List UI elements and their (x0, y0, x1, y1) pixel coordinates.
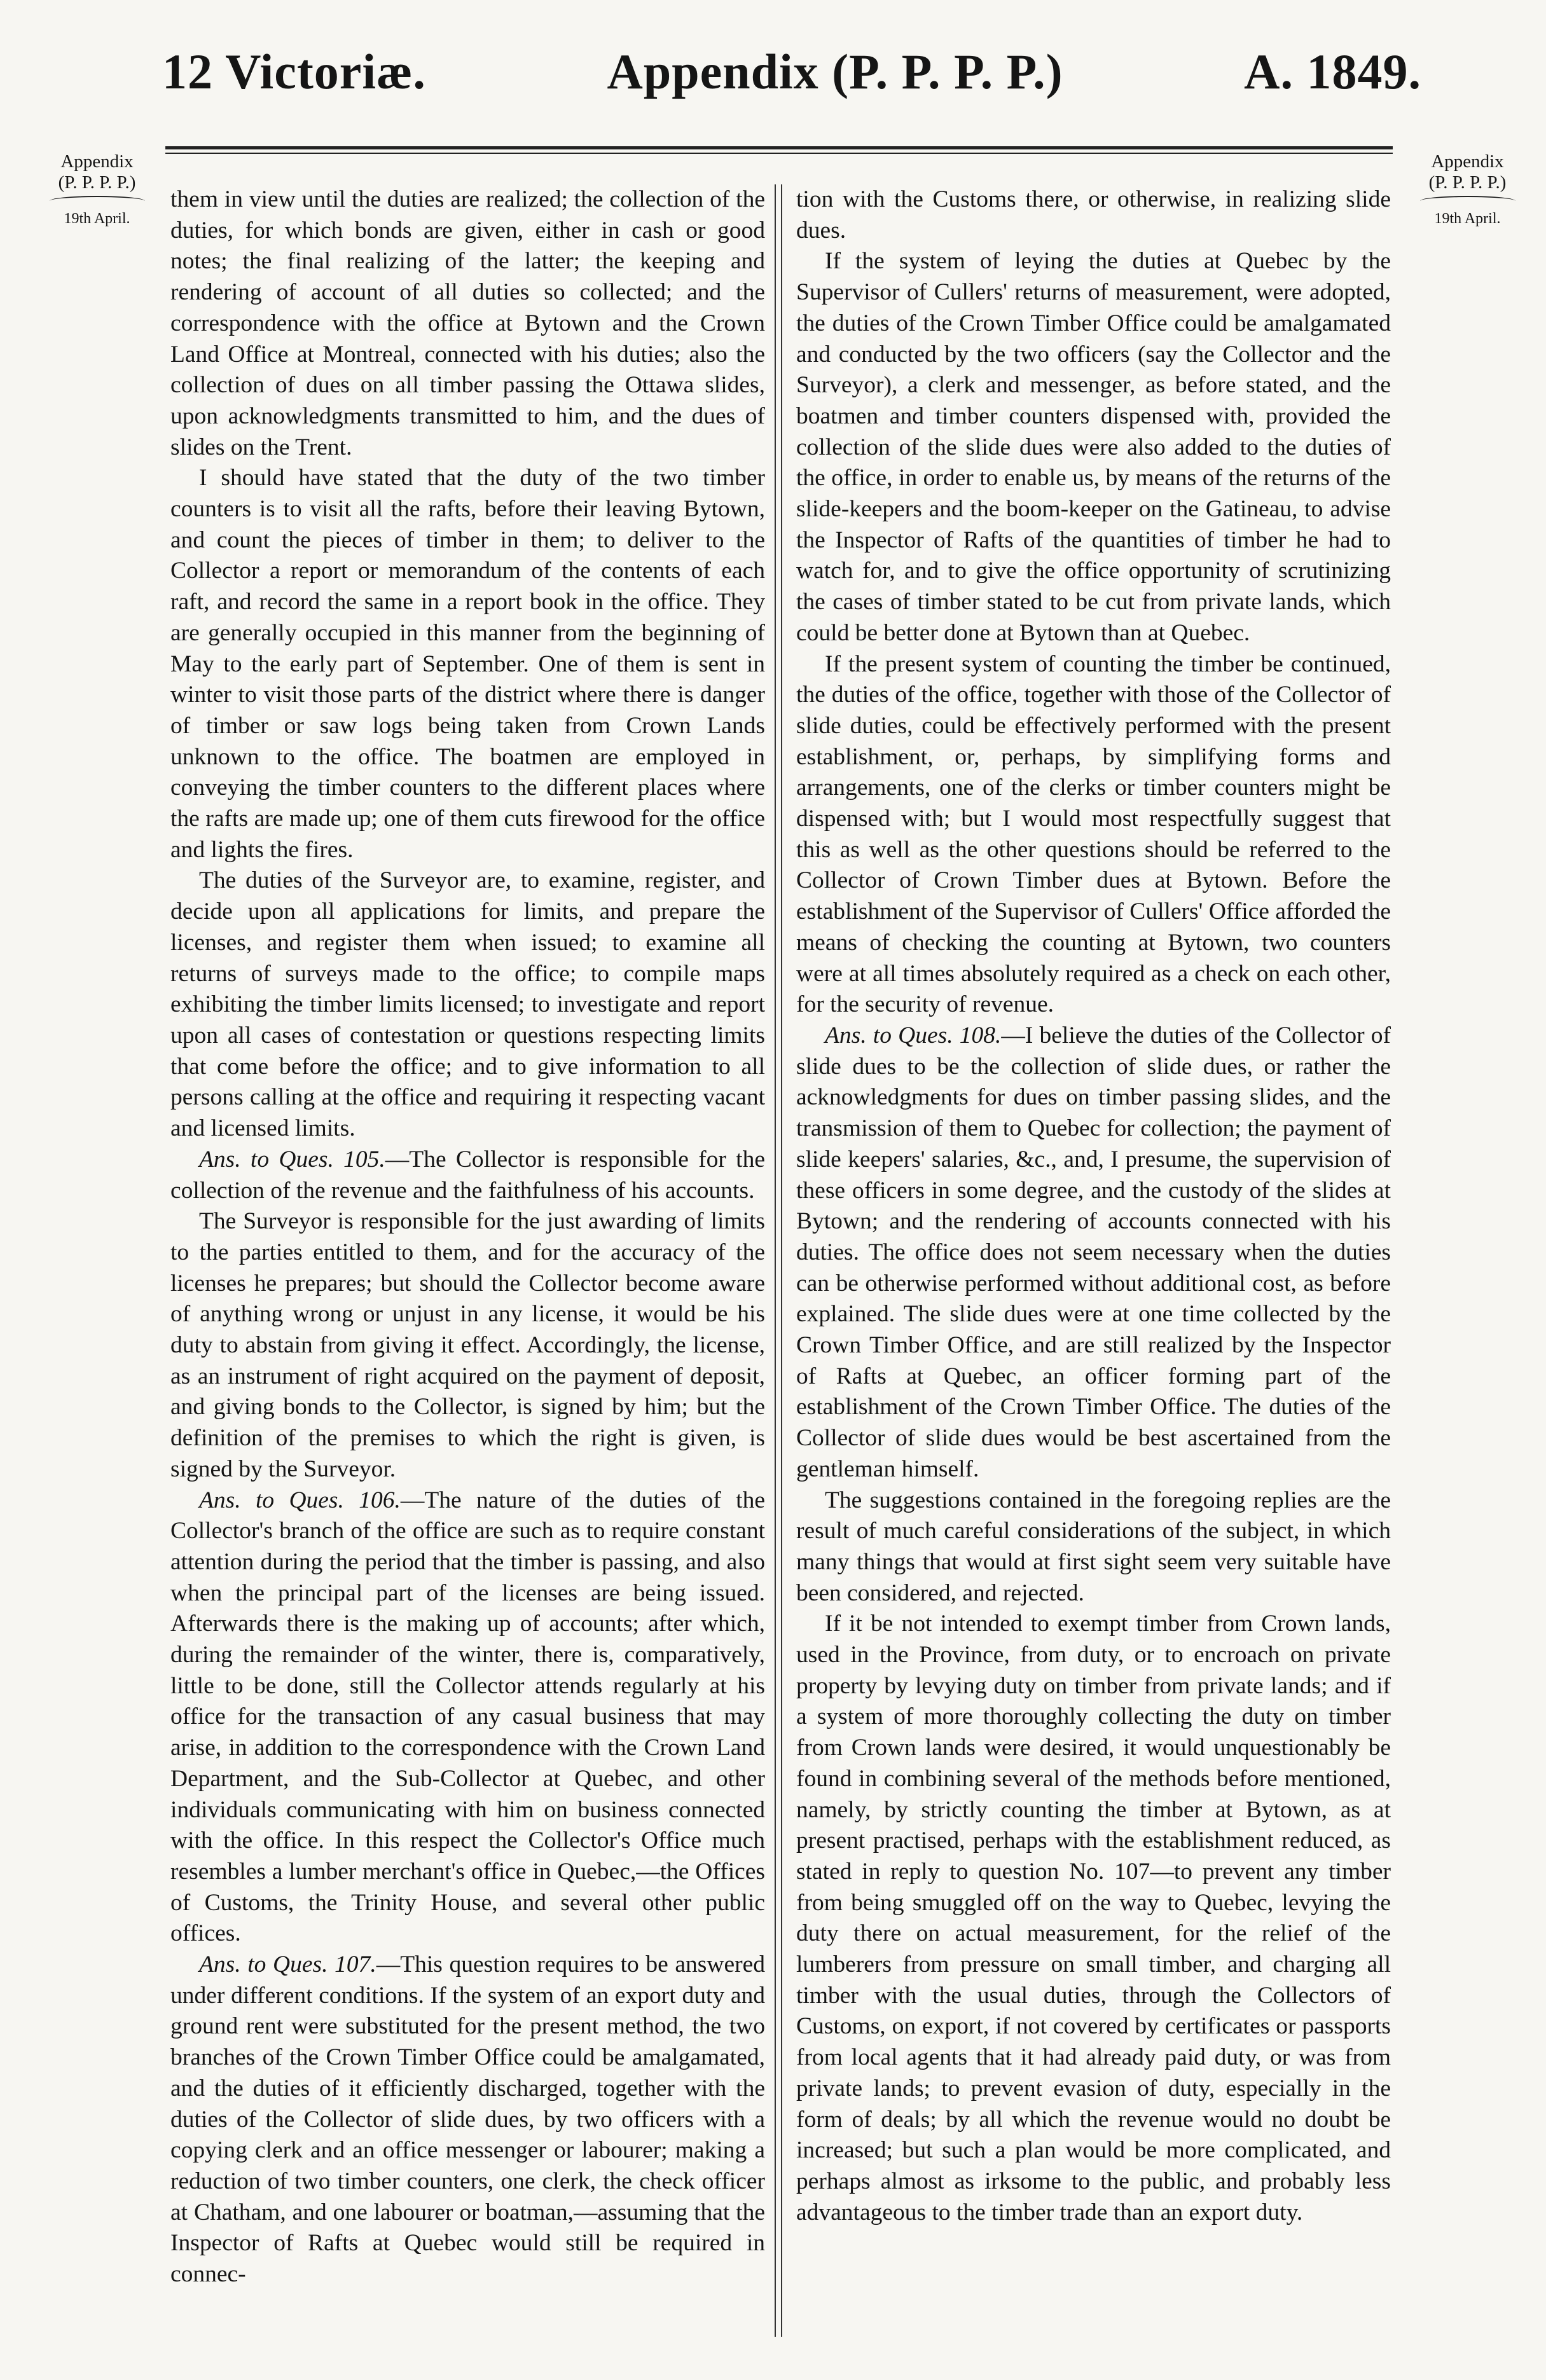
margin-date: 19th April. (1434, 210, 1501, 227)
paragraph (170, 1145, 765, 1206)
header-session: 12 Victoriæ. (162, 44, 426, 99)
margin-date: 19th April. (64, 210, 130, 227)
paragraph (796, 649, 1391, 1021)
paragraph (170, 1950, 765, 2290)
margin-note-left (29, 151, 165, 230)
paragraph (170, 1485, 765, 1950)
answer-label: Ans. to Ques. 105. (199, 1146, 385, 1173)
left-column (170, 184, 765, 2290)
header-rule-thick (165, 146, 1393, 149)
paragraph (170, 865, 765, 1144)
header-year: A. 1849. (1244, 44, 1421, 99)
paragraph (796, 1609, 1391, 2228)
paragraph-text: —The nature of the duties of the Collector's branch of the office are such as to require constant attention during the period that the timber is passing, and also when the principal part of the licenses are being issued. Afterwards there is the making up of accounts; after which, during the remainder of the winter, there is, comparatively, little to be done, still the Collector attends regularly at his office for the transaction of any casual business that may arise, in addition to the correspondence with the Crown Land Department, and the Sub-Collector at Quebec, and other individuals communicating with him on business connected with the office. In this respect the Collector's Office much resembles a lumber merchant's office in Quebec,—the Offices of Customs, the Trinity House, and several other public offices. (170, 1487, 765, 1947)
page-header (162, 43, 1421, 113)
margin-label: Appendix (1431, 151, 1504, 172)
brace-mark (1420, 196, 1515, 206)
paragraph-text: If it be not intended to exempt timber from Crown lands, used in the Province, from duty, or to encroach on private property by levying duty on timber from private lands; and if a system of more thoroughly collecting the duty on timber from Crown lands were desired, it would unquestionably be found in combining several of the methods before mentioned, namely, by strictly counting the timber at Bytown, as at present practised, perhaps with the establishment reduced, as stated in reply to question No. 107—to prevent any timber from being smuggled off on the way to Quebec, levying the duty there on actual measurement, for the relief of the lumberers from pressure on small timber, and charging all timber with the usual duties, through the Collectors of Customs, on export, if not covered by certificates or passports from local agents that it had already paid duty, or was from private lands; to prevent evasion of duty, especially in the form of deals; by all which the revenue would no doubt be increased; but such a plan would be more complicated, and perhaps almost as irksome to the public, and probably less advantageous to the timber trade than an export duty. (796, 1611, 1391, 2225)
answer-label: Ans. to Ques. 108. (825, 1022, 1002, 1049)
paragraph (796, 184, 1391, 246)
margin-code: (P. P. P. P.) (1428, 172, 1507, 193)
paragraph-text: The Surveyor is responsible for the just awarding of limits to the parties entitled to them, and for the accuracy of the licenses he prepares; but should the Collector become aware of anything wrong or unjust in any license, it would be his duty to abstain from giving it effect. Accordingly, the license, as an instrument of right acquired on the payment of deposit, and giving bonds to the Collector, is signed by him; but the definition of the premises to which the right is given, is signed by the Surveyor. (170, 1208, 765, 1482)
paragraph-text: —I believe the duties of the Collector of slide dues to be the collection of slide dues, or rather the acknowledgments for dues on timber passing slides, and the transmission of them to Quebec for collection; the payment of slide keepers' salaries, &c., and, I presume, the supervision of these officers in some degree, and the custody of the slides at Bytown; and the rendering of accounts connected with his duties. The office does not seem necessary when the duties can be otherwise performed without additional cost, as before explained. The slide dues were at one time collected by the Crown Timber Office, and are still realized by the Inspector of Rafts at Quebec, an officer forming part of the establishment of the Crown Timber Office. The duties of the Collector of slide dues would be best ascertained from the gentleman himself. (796, 1022, 1391, 1482)
paragraph-text: tion with the Customs there, or otherwise, in realizing slide dues. (796, 186, 1391, 244)
header-title: Appendix (P. P. P. P.) (607, 44, 1063, 99)
paragraph (170, 1206, 765, 1485)
paragraph (170, 184, 765, 463)
column-divider (775, 184, 776, 2337)
paragraph-text: If the present system of counting the timber be continued, the duties of the office, together with those of the Collector of slide duties, could be effectively performed with the present establishment, or, perhaps, by simplifying forms and arrangements, one of the clerks or timber counters might be dispensed with; but I would most respectfully suggest that this as well as the other questions should be referred to the Collector of Crown Timber dues at Bytown. Before the establishment of the Supervisor of Cullers' Office afforded the means of checking the counting at Bytown, two counters were at all times absolutely required as a check on each other, for the security of revenue. (796, 650, 1391, 1018)
paragraph-text: If the system of leying the duties at Quebec by the Supervisor of Cullers' returns of measurement, were adopted, the duties of the Crown Timber Office could be amalgamated and conducted by the two officers (say the Collector and the Surveyor), a clerk and messenger, as before stated, and the boatmen and timber counters dispensed with, provided the collection of the slide dues were also added to the duties of the office, in order to enable us, by means of the returns of the slide-keepers and the boom-keeper on the Gatineau, to advise the Inspector of Rafts of the quantities of timber he had to watch for, and to give the office opportunity of scrutinizing the cases of timber stated to be cut from private lands, which could be better done at Bytown than at Quebec. (796, 248, 1391, 646)
paragraph (796, 1485, 1391, 1609)
column-divider (781, 184, 782, 2337)
paragraph-text: —The Collector is responsible for the collection of the revenue and the faithfulness of his accounts. (170, 1146, 765, 1204)
brace-mark (50, 196, 145, 206)
paragraph (170, 463, 765, 865)
margin-code: (P. P. P. P.) (58, 172, 136, 193)
paragraph (796, 246, 1391, 649)
paragraph (796, 1021, 1391, 1485)
answer-label: Ans. to Ques. 107. (199, 1951, 376, 1978)
margin-note-right (1399, 151, 1536, 230)
paragraph-text: The suggestions contained in the foregoing replies are the result of much careful considerations of the subject, in which many things that would at first sight seem very suitable have been considered, and rejected. (796, 1487, 1391, 1606)
paragraph-text: them in view until the duties are realized; the collection of the duties, for which bonds are given, either in cash or good notes; the final realizing of the latter; the keeping and rendering of account of all duties so collected; and the correspondence with the office at Bytown and the Crown Land Office at Montreal, connected with his duties; also the collection of dues on all timber passing the Ottawa slides, upon acknowledgments transmitted to him, and the dues of slides on the Trent. (170, 186, 765, 460)
answer-label: Ans. to Ques. 106. (199, 1487, 401, 1513)
right-column (796, 184, 1391, 2228)
paragraph-text: The duties of the Surveyor are, to examine, register, and decide upon all applications for limits, and prepare the licenses, and register them when issued; to examine all returns of surveys made to the office; to compile maps exhibiting the timber limits licensed; to investigate and report upon all cases of contestation or questions respecting limits that come before the office; and to give information to all persons calling at the office and requiring it respecting vacant and licensed limits. (170, 867, 765, 1142)
paragraph-text: I should have stated that the duty of the two timber counters is to visit all the rafts, before their leaving Bytown, and count the pieces of timber in them; to deliver to the Collector a report or memorandum of the contents of each raft, and record the same in a report book in the office. They are generally occupied in this manner from the beginning of May to the early part of September. One of them is sent in winter to visit those parts of the district where there is danger of timber or saw logs being taken from Crown Lands unknown to the office. The boatmen are employed in conveying the timber counters to the different places where the rafts are made up; one of them cuts firewood for the office and lights the fires. (170, 465, 765, 863)
paragraph-text: —This question requires to be answered under different conditions. If the system of an export duty and ground rent were substituted for the present method, the two branches of the Crown Timber Office could be amalgamated, and the duties of it efficiently discharged, together with the duties of the Collector of slide dues, by two officers with a copying clerk and an office messenger or labourer; making a reduction of two timber counters, one clerk, the check officer at Chatham, and one labourer or boatman,—assuming that the Inspector of Rafts at Quebec would still be required in connec- (170, 1951, 765, 2288)
header-rule-thin (165, 153, 1393, 154)
margin-label: Appendix (60, 151, 134, 172)
